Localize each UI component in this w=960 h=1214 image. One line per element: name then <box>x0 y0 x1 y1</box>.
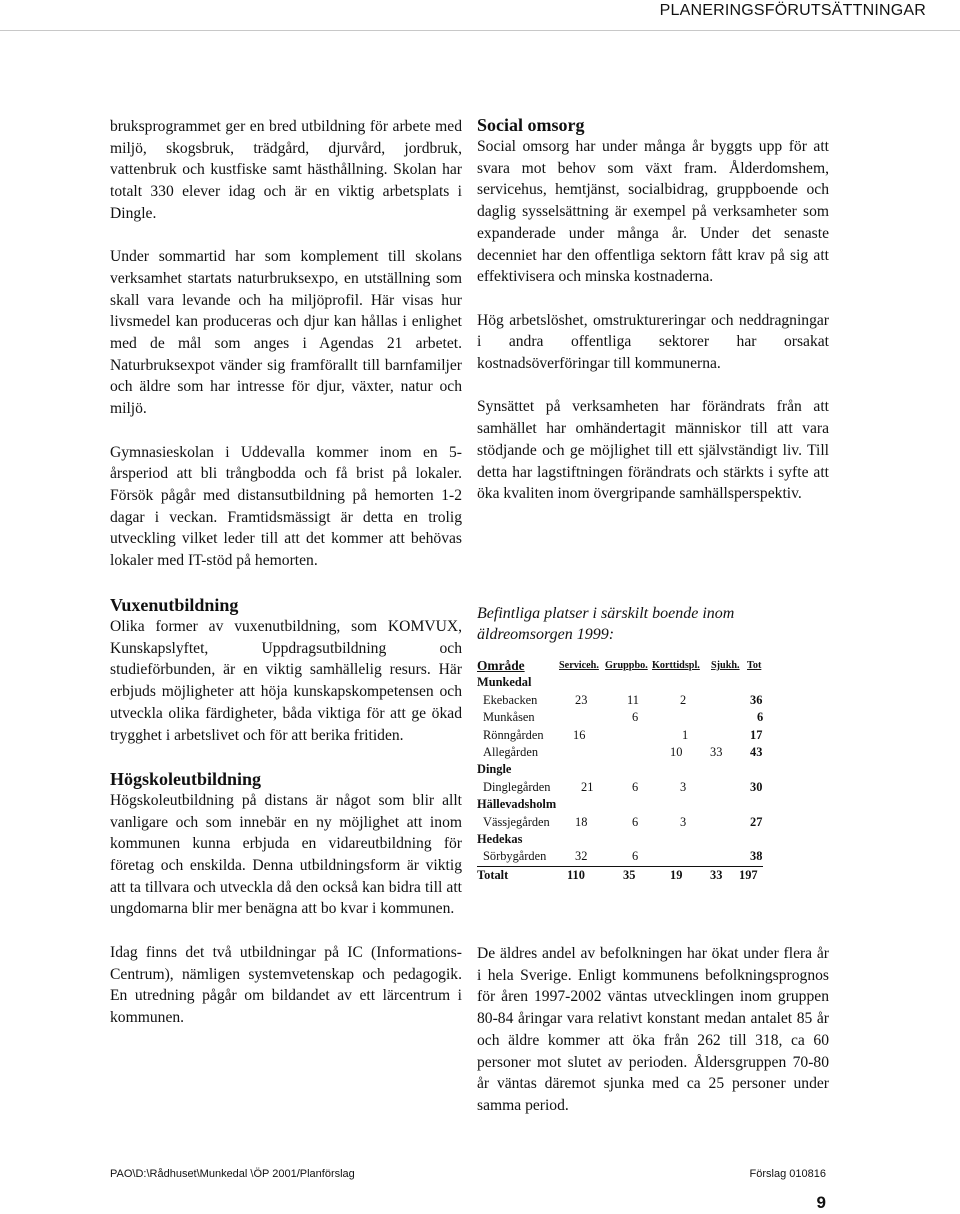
group-row-dingle <box>477 761 777 778</box>
left-column-bottom <box>110 594 462 1029</box>
table-row <box>477 709 777 726</box>
cell-gruppbo: 6 <box>632 710 639 725</box>
paragraph-aldres: De äldres andel av befolkningen har ökat under flera år i hela Sverige. Enligt kommunens befolkningsprognos för åren 1997-2002 väntas utvecklingen inom gruppen 80-84 åringar vara relativt konstant medan antalet 85 år och äldre kommer att öka från 262 till 318, ca 60 personer mot slutet av perioden. Åldersgruppen 70-80 år väntas däremot sjunka med ca 25 personer under samma period. <box>477 945 829 1114</box>
cell-gruppbo: 6 <box>632 814 639 829</box>
total-serviceh: 110 <box>567 867 585 882</box>
paragraph-vuxenutbildning: Olika former av vuxenutbildning, som KOMVUX, Kunskapslyftet, Uppdragsutbildning och studieförbunden, är en viktig samhällelig resurs. Här erbjuds möjligheter att höja kunskapskompetensen och utveckla olika färdigheter, båda viktiga för att ge ökad trygghet i arbetslivet och för att berika fritiden. <box>110 618 462 744</box>
total-label: Totalt <box>477 867 509 882</box>
row-name: Munkåsen <box>483 710 535 725</box>
cell-tot: 6 <box>757 710 764 725</box>
cell-sjukh: 33 <box>710 744 723 759</box>
group-name: Hällevadsholm <box>477 797 557 812</box>
paragraph-naturbruksexpo: Under sommartid har som komplement till skolans verksamhet startats naturbruksexpo, en utställning som skall vara levande och ha miljöprofil. Här visas hur livsmedel kan produceras och djur kan hållas i enlighet med de mål som anges i Agendas 21 arbetet. Naturbruksexpot vänder sig framförallt till barnfamiljer och äldre som har intresse för djur, växter, natur och miljö. <box>110 248 462 418</box>
cell-tot: 17 <box>750 727 763 742</box>
page-number: 9 <box>816 1193 826 1212</box>
row-name: Rönngården <box>483 727 544 742</box>
cell-serviceh: 21 <box>581 779 594 794</box>
group-row-hallevadsholm <box>477 796 777 813</box>
aldres-section <box>477 943 829 1117</box>
row-name: Ekebacken <box>483 692 538 707</box>
cell-korttid: 3 <box>680 779 687 794</box>
header-gruppbo: Gruppbo. <box>605 660 648 671</box>
header-tot: Tot <box>747 660 762 671</box>
cell-korttid: 2 <box>680 692 687 707</box>
paragraph-naturbruk: bruksprogrammet ger en bred utbildning för arbete med miljö, skogsbruk, trädgård, djurvård, jordbruk, vattenbruk och kustfiske samt hästhållning. Skolan har totalt 330 elever idag och är en viktig arbetsplats i Dingle. <box>110 118 462 222</box>
table-row <box>477 848 763 866</box>
table-row <box>477 727 777 744</box>
paragraph-social-3: Synsättet på verksamheten har förändrats från att samhället har omhändertagit människor till att vara stödjande och ge möjlighet till ett självständigt liv. Till detta har lagstiftningen förändrats och stärkts i syfte att öka kvaliten inom övergripande samhällsperspektiv. <box>477 398 829 503</box>
cell-serviceh: 32 <box>575 849 588 864</box>
cell-gruppbo: 6 <box>632 849 639 864</box>
table-row <box>477 692 777 709</box>
total-gruppbo: 35 <box>623 867 636 882</box>
total-sjukh: 33 <box>710 867 723 882</box>
cell-gruppbo: 6 <box>632 779 639 794</box>
table-row <box>477 744 777 761</box>
table-row <box>477 814 777 831</box>
cell-serviceh: 23 <box>575 692 588 707</box>
table-caption: Befintliga platser i särskilt boende inom äldreomsorgen 1999: <box>477 605 735 643</box>
cell-tot: 30 <box>750 779 763 794</box>
row-name: Sörbygården <box>483 849 547 864</box>
row-name: Vässjegården <box>483 814 550 829</box>
paragraph-social-2: Hög arbetslöshet, omstruktureringar och neddragningar i andra offentliga sektorer har orsakat kostnadsöverföringar till kommunerna. <box>477 311 829 373</box>
table-total-row <box>477 867 777 884</box>
paragraph-hogskola-1: Högskoleutbildning på distans är något som blir allt vanligare och som innebär en ny möjlighet att inom kommunen kunna erbjuda en vidareutbildning för företag och enskilda. Denna utbildningsform är viktig att ta tillvara och utveckla då den också kan bidra till att ungdomarna blir mer benägna att bo kvar i kommunen. <box>110 791 462 918</box>
elderly-care-table <box>477 657 777 884</box>
page-header <box>0 0 960 31</box>
table-header-row <box>477 657 777 674</box>
cell-tot: 38 <box>750 849 763 864</box>
header-serviceh: Serviceh. <box>559 660 599 671</box>
total-korttid: 19 <box>670 867 683 882</box>
cell-korttid: 1 <box>682 727 689 742</box>
cell-tot: 27 <box>750 814 763 829</box>
vuxenutbildning-heading: Vuxenutbildning <box>110 595 239 615</box>
cell-tot: 43 <box>750 744 763 759</box>
cell-gruppbo: 11 <box>627 692 639 707</box>
cell-serviceh: 16 <box>573 727 586 742</box>
cell-korttid: 3 <box>680 814 687 829</box>
footer-version: Förslag 010816 <box>749 1168 826 1180</box>
paragraph-gymnasieskolan: Gymnasieskolan i Uddevalla kommer inom en 5-årsperiod att bli trångbodda och få brist på lokaler. Försök pågår med distansutbildning på hemorten 1-2 dagar i veckan. Framtidsmässigt är detta en trolig utveckling vilket leder till att det kommer att behövas lokaler med IT-stöd på hemorten. <box>110 443 462 570</box>
table-row <box>477 779 777 796</box>
group-row-munkedal <box>477 674 777 691</box>
header-korttidspl: Korttidspl. <box>652 660 700 671</box>
group-row-hedekas <box>477 831 777 848</box>
left-column-top <box>110 116 462 572</box>
cell-tot: 36 <box>750 692 763 707</box>
paragraph-hogskola-2: Idag finns det två utbildningar på IC (Informations-Centrum), nämligen systemvetenskap och pedagogik. En utredning pågår om bildandet av ett lärcentrum i kommunen. <box>110 943 462 1026</box>
total-tot: 197 <box>739 867 758 882</box>
paragraph-social-1: Social omsorg har under många år byggts upp för att svara mot behov som växt fram. Ålderdomshem, servicehus, hemtjänst, socialbidrag, gruppboende och daglig sysselsättning är exempel på verksamheter som expanderade under många år. Under det senaste decenniet har den offentliga sektorn fått krav på sig att effektivisera och minska kostnaderna. <box>477 138 829 286</box>
cell-serviceh: 18 <box>575 814 588 829</box>
row-name: Dinglegården <box>483 779 551 794</box>
group-name: Munkedal <box>477 675 532 690</box>
header-sjukh: Sjukh. <box>711 660 740 671</box>
header-title: PLANERINGSFÖRUTSÄTTNINGAR <box>659 2 926 19</box>
social-omsorg-heading: Social omsorg <box>477 115 585 135</box>
header-omrade: Område <box>477 658 525 673</box>
footer-path: PAO\D:\Rådhuset\Munkedal \ÖP 2001/Planförslag <box>110 1168 355 1180</box>
row-name: Allegården <box>483 744 539 759</box>
cell-korttid: 10 <box>670 744 683 759</box>
hogskoleutbildning-heading: Högskoleutbildning <box>110 768 262 789</box>
group-name: Hedekas <box>477 831 523 846</box>
group-name: Dingle <box>477 762 512 777</box>
social-omsorg-section <box>477 114 829 505</box>
